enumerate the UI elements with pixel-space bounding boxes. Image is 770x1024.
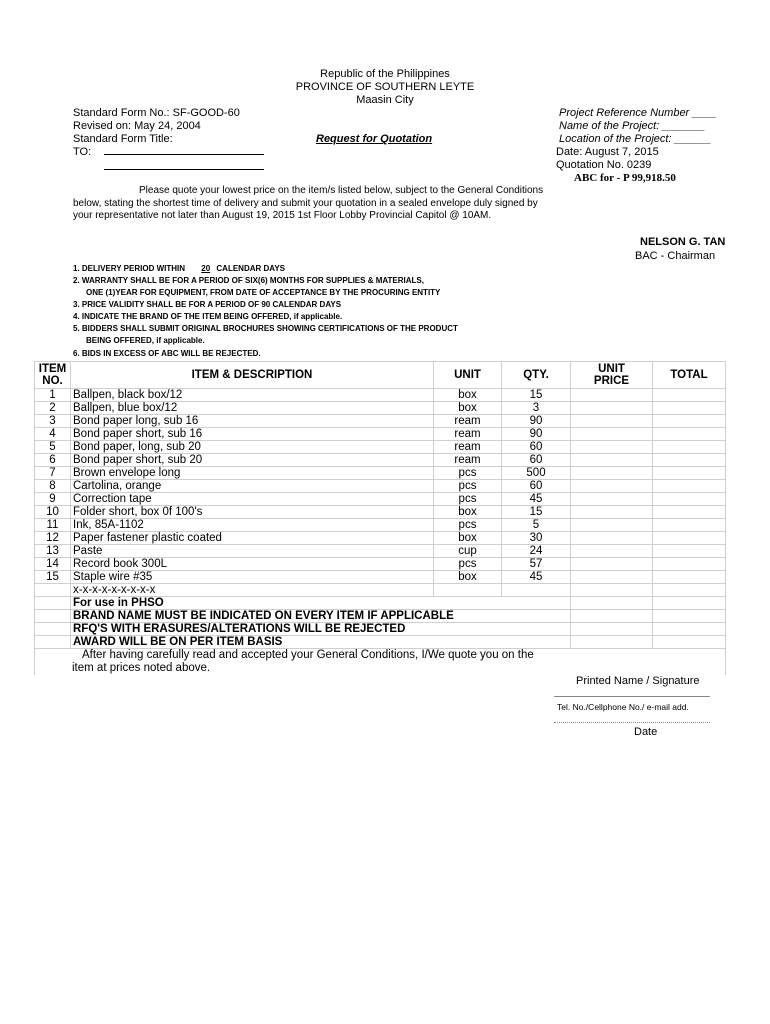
cell-unit: ream xyxy=(434,428,502,441)
cell-empty xyxy=(653,584,726,597)
cell-item-no: 5 xyxy=(35,441,71,454)
cell-qty: 5 xyxy=(502,519,571,532)
cell-unit-price xyxy=(571,571,653,584)
cell-empty xyxy=(653,623,726,636)
cell-item-no: 15 xyxy=(35,571,71,584)
condition-3: 3. PRICE VALIDITY SHALL BE FOR A PERIOD OF 90 CALENDAR DAYS xyxy=(73,300,342,309)
cell-unit-price xyxy=(571,402,653,415)
condition-1-post: CALENDAR DAYS xyxy=(216,264,285,273)
col-header-total: TOTAL xyxy=(653,362,726,389)
table-row xyxy=(35,493,726,506)
cell-empty xyxy=(35,610,71,623)
intro-paragraph: Please quote your lowest price on the item/s listed below, subject to the General Conditions below, stating the shortest time of delivery and submit your quotation in a sealed envelope duly signed by your representative not later than August 19, 2015 1st Floor Lobby Provincial Capitol @ 10AM. xyxy=(73,185,544,222)
cell-unit-price xyxy=(571,415,653,428)
cell-item-no: 10 xyxy=(35,506,71,519)
condition-1-pre: 1. DELIVERY PERIOD WITHIN xyxy=(73,264,186,273)
condition-4: 4. INDICATE THE BRAND OF THE ITEM BEING OFFERED, if applicable. xyxy=(73,312,343,321)
project-location: Location of the Project: ______ xyxy=(559,133,712,145)
col-header-price-l1: UNIT xyxy=(598,362,625,375)
cell-unit-price xyxy=(571,441,653,454)
cell-item-no: 9 xyxy=(35,493,71,506)
cell-item-no: 11 xyxy=(35,519,71,532)
cell-description: Bond paper short, sub 20 xyxy=(71,454,434,467)
cell-description: Bond paper, long, sub 20 xyxy=(71,441,434,454)
table-row xyxy=(35,532,726,545)
table-header-row xyxy=(35,362,726,389)
note-row xyxy=(35,610,726,623)
cell-unit-price xyxy=(571,480,653,493)
cell-empty xyxy=(35,584,71,597)
note-row xyxy=(35,636,726,649)
date-signature-line xyxy=(554,722,710,723)
cell-unit: box xyxy=(434,571,502,584)
cell-empty xyxy=(571,610,653,623)
separator-text: x-x-x-x-x-x-x-x-x xyxy=(71,584,434,597)
table-row xyxy=(35,519,726,532)
closing-line-2: item at prices noted above. xyxy=(72,662,211,674)
cell-description: Paste xyxy=(71,545,434,558)
tel-signature-line xyxy=(554,696,710,697)
col-header-unit: UNIT xyxy=(434,362,502,389)
cell-unit-price xyxy=(571,467,653,480)
cell-unit: pcs xyxy=(434,558,502,571)
printed-name-label: Printed Name / Signature xyxy=(576,675,700,687)
table-row xyxy=(35,480,726,493)
cell-description: Brown envelope long xyxy=(71,467,434,480)
cell-unit: box xyxy=(434,402,502,415)
note-text: For use in PHSO xyxy=(71,597,571,610)
cell-empty xyxy=(35,636,71,649)
cell-total xyxy=(653,519,726,532)
cell-qty: 60 xyxy=(502,454,571,467)
cell-empty xyxy=(35,597,71,610)
cell-empty xyxy=(653,636,726,649)
cell-unit: pcs xyxy=(434,467,502,480)
cell-unit-price xyxy=(571,519,653,532)
cell-item-no: 4 xyxy=(35,428,71,441)
cell-total xyxy=(653,415,726,428)
table-row xyxy=(35,571,726,584)
header-republic: Republic of the Philippines xyxy=(320,68,450,80)
table-row xyxy=(35,545,726,558)
table-row xyxy=(35,389,726,402)
cell-unit: box xyxy=(434,532,502,545)
note-row xyxy=(35,623,726,636)
cell-total xyxy=(653,532,726,545)
cell-total xyxy=(653,558,726,571)
table-row xyxy=(35,428,726,441)
cell-total xyxy=(653,454,726,467)
cell-item-no: 1 xyxy=(35,389,71,402)
table-row xyxy=(35,558,726,571)
cell-unit: ream xyxy=(434,454,502,467)
col-header-unit-price xyxy=(571,362,653,389)
cell-unit: pcs xyxy=(434,519,502,532)
cell-unit: box xyxy=(434,389,502,402)
cell-total xyxy=(653,545,726,558)
form-title-label: Standard Form Title: xyxy=(73,133,173,145)
cell-unit-price xyxy=(571,532,653,545)
cell-total xyxy=(653,428,726,441)
cell-qty: 57 xyxy=(502,558,571,571)
signatory-name: NELSON G. TAN xyxy=(640,236,726,248)
table-row xyxy=(35,506,726,519)
condition-2b: ONE (1)YEAR FOR EQUIPMENT, FROM DATE OF ACCEPTANCE BY THE PROCURING ENTITY xyxy=(86,288,441,297)
cell-description: Folder short, box 0f 100's xyxy=(71,506,434,519)
cell-empty xyxy=(571,636,653,649)
table-row xyxy=(35,415,726,428)
cell-total xyxy=(653,402,726,415)
cell-item-no: 6 xyxy=(35,454,71,467)
note-text: RFQ'S WITH ERASURES/ALTERATIONS WILL BE REJECTED xyxy=(71,623,571,636)
condition-5a: 5. BIDDERS SHALL SUBMIT ORIGINAL BROCHURES SHOWING CERTIFICATIONS OF THE PRODUCT xyxy=(73,324,458,333)
cell-qty: 60 xyxy=(502,480,571,493)
table-row xyxy=(35,402,726,415)
cell-qty: 90 xyxy=(502,428,571,441)
signatory-title: BAC - Chairman xyxy=(635,250,716,262)
cell-total xyxy=(653,389,726,402)
cell-empty xyxy=(35,623,71,636)
cell-unit-price xyxy=(571,545,653,558)
cell-item-no: 2 xyxy=(35,402,71,415)
condition-2a: 2. WARRANTY SHALL BE FOR A PERIOD OF SIX(6) MONTHS FOR SUPPLIES & MATERIALS, xyxy=(73,276,424,285)
cell-empty xyxy=(653,597,726,610)
cell-unit-price xyxy=(571,428,653,441)
cell-item-no: 7 xyxy=(35,467,71,480)
cell-description: Cartolina, orange xyxy=(71,480,434,493)
col-header-qty: QTY. xyxy=(502,362,571,389)
condition-5b: BEING OFFERED, if applicable. xyxy=(86,336,205,345)
cell-qty: 500 xyxy=(502,467,571,480)
cell-empty xyxy=(571,623,653,636)
col-header-item-no xyxy=(35,362,71,389)
cell-item-no: 14 xyxy=(35,558,71,571)
cell-description: Correction tape xyxy=(71,493,434,506)
cell-total xyxy=(653,480,726,493)
cell-qty: 45 xyxy=(502,493,571,506)
to-label-text: TO: xyxy=(73,146,92,158)
cell-item-no: 3 xyxy=(35,415,71,428)
form-title: Request for Quotation xyxy=(316,133,433,145)
to-blank-line-2 xyxy=(104,157,264,170)
closing-row xyxy=(35,649,726,676)
cell-unit-price xyxy=(571,558,653,571)
cell-qty: 30 xyxy=(502,532,571,545)
quotation-number: Quotation No. 0239 xyxy=(556,159,652,171)
tel-label: Tel. No./Cellphone No./ e-mail add. xyxy=(557,702,689,712)
cell-unit: box xyxy=(434,506,502,519)
condition-1-days: 20 xyxy=(201,264,211,273)
cell-empty xyxy=(571,584,653,597)
cell-item-no: 13 xyxy=(35,545,71,558)
form-revised: Revised on: May 24, 2004 xyxy=(73,120,201,132)
cell-unit: ream xyxy=(434,441,502,454)
cell-qty: 45 xyxy=(502,571,571,584)
cell-qty: 60 xyxy=(502,441,571,454)
cell-description: Bond paper long, sub 16 xyxy=(71,415,434,428)
cell-total xyxy=(653,506,726,519)
cell-unit-price xyxy=(571,389,653,402)
date-label: Date xyxy=(634,726,658,738)
cell-total xyxy=(653,441,726,454)
project-name: Name of the Project: _______ xyxy=(559,120,706,132)
cell-qty: 24 xyxy=(502,545,571,558)
cell-description: Paper fastener plastic coated xyxy=(71,532,434,545)
condition-6: 6. BIDS IN EXCESS OF ABC WILL BE REJECTED. xyxy=(73,349,261,358)
cell-qty: 3 xyxy=(502,402,571,415)
cell-item-no: 8 xyxy=(35,480,71,493)
cell-unit: pcs xyxy=(434,493,502,506)
condition-1 xyxy=(73,263,285,275)
cell-description: Record book 300L xyxy=(71,558,434,571)
cell-total xyxy=(653,467,726,480)
form-number: Standard Form No.: SF-GOOD-60 xyxy=(73,107,240,119)
cell-unit: ream xyxy=(434,415,502,428)
cell-total xyxy=(653,493,726,506)
note-text: AWARD WILL BE ON PER ITEM BASIS xyxy=(71,636,571,649)
cell-empty xyxy=(502,584,571,597)
cell-empty xyxy=(653,610,726,623)
cell-description: Ballpen, black box/12 xyxy=(71,389,434,402)
quotation-date: Date: August 7, 2015 xyxy=(556,146,659,158)
cell-description: Ink, 85A-1102 xyxy=(71,519,434,532)
header-city: Maasin City xyxy=(356,94,414,106)
cell-total xyxy=(653,571,726,584)
cell-unit-price xyxy=(571,493,653,506)
abc-amount: ABC for - P 99,918.50 xyxy=(574,172,676,184)
table-row xyxy=(35,441,726,454)
closing-statement xyxy=(35,649,726,676)
col-header-item-l1: ITEM xyxy=(38,362,67,375)
cell-description: Ballpen, blue box/12 xyxy=(71,402,434,415)
cell-unit-price xyxy=(571,454,653,467)
note-row xyxy=(35,597,726,610)
items-table-body xyxy=(35,389,726,676)
separator-row xyxy=(35,584,726,597)
cell-unit-price xyxy=(571,506,653,519)
table-row xyxy=(35,454,726,467)
note-text: BRAND NAME MUST BE INDICATED ON EVERY ITEM IF APPLICABLE xyxy=(71,610,571,623)
to-blank-line-1 xyxy=(104,154,264,155)
project-reference: Project Reference Number ____ xyxy=(559,107,717,119)
col-header-description: ITEM & DESCRIPTION xyxy=(71,362,434,389)
cell-qty: 90 xyxy=(502,415,571,428)
header-province: PROVINCE OF SOUTHERN LEYTE xyxy=(295,81,475,93)
cell-qty: 15 xyxy=(502,506,571,519)
cell-unit: cup xyxy=(434,545,502,558)
cell-description: Staple wire #35 xyxy=(71,571,434,584)
items-table xyxy=(34,361,726,675)
table-row xyxy=(35,467,726,480)
cell-description: Bond paper short, sub 16 xyxy=(71,428,434,441)
cell-item-no: 12 xyxy=(35,532,71,545)
cell-unit: pcs xyxy=(434,480,502,493)
closing-line-1: After having carefully read and accepted your General Conditions, I/We quote you on the xyxy=(82,649,534,661)
cell-qty: 15 xyxy=(502,389,571,402)
col-header-price-l2: PRICE xyxy=(593,375,630,387)
cell-empty xyxy=(434,584,502,597)
col-header-item-l2: NO. xyxy=(42,375,63,387)
cell-empty xyxy=(571,597,653,610)
